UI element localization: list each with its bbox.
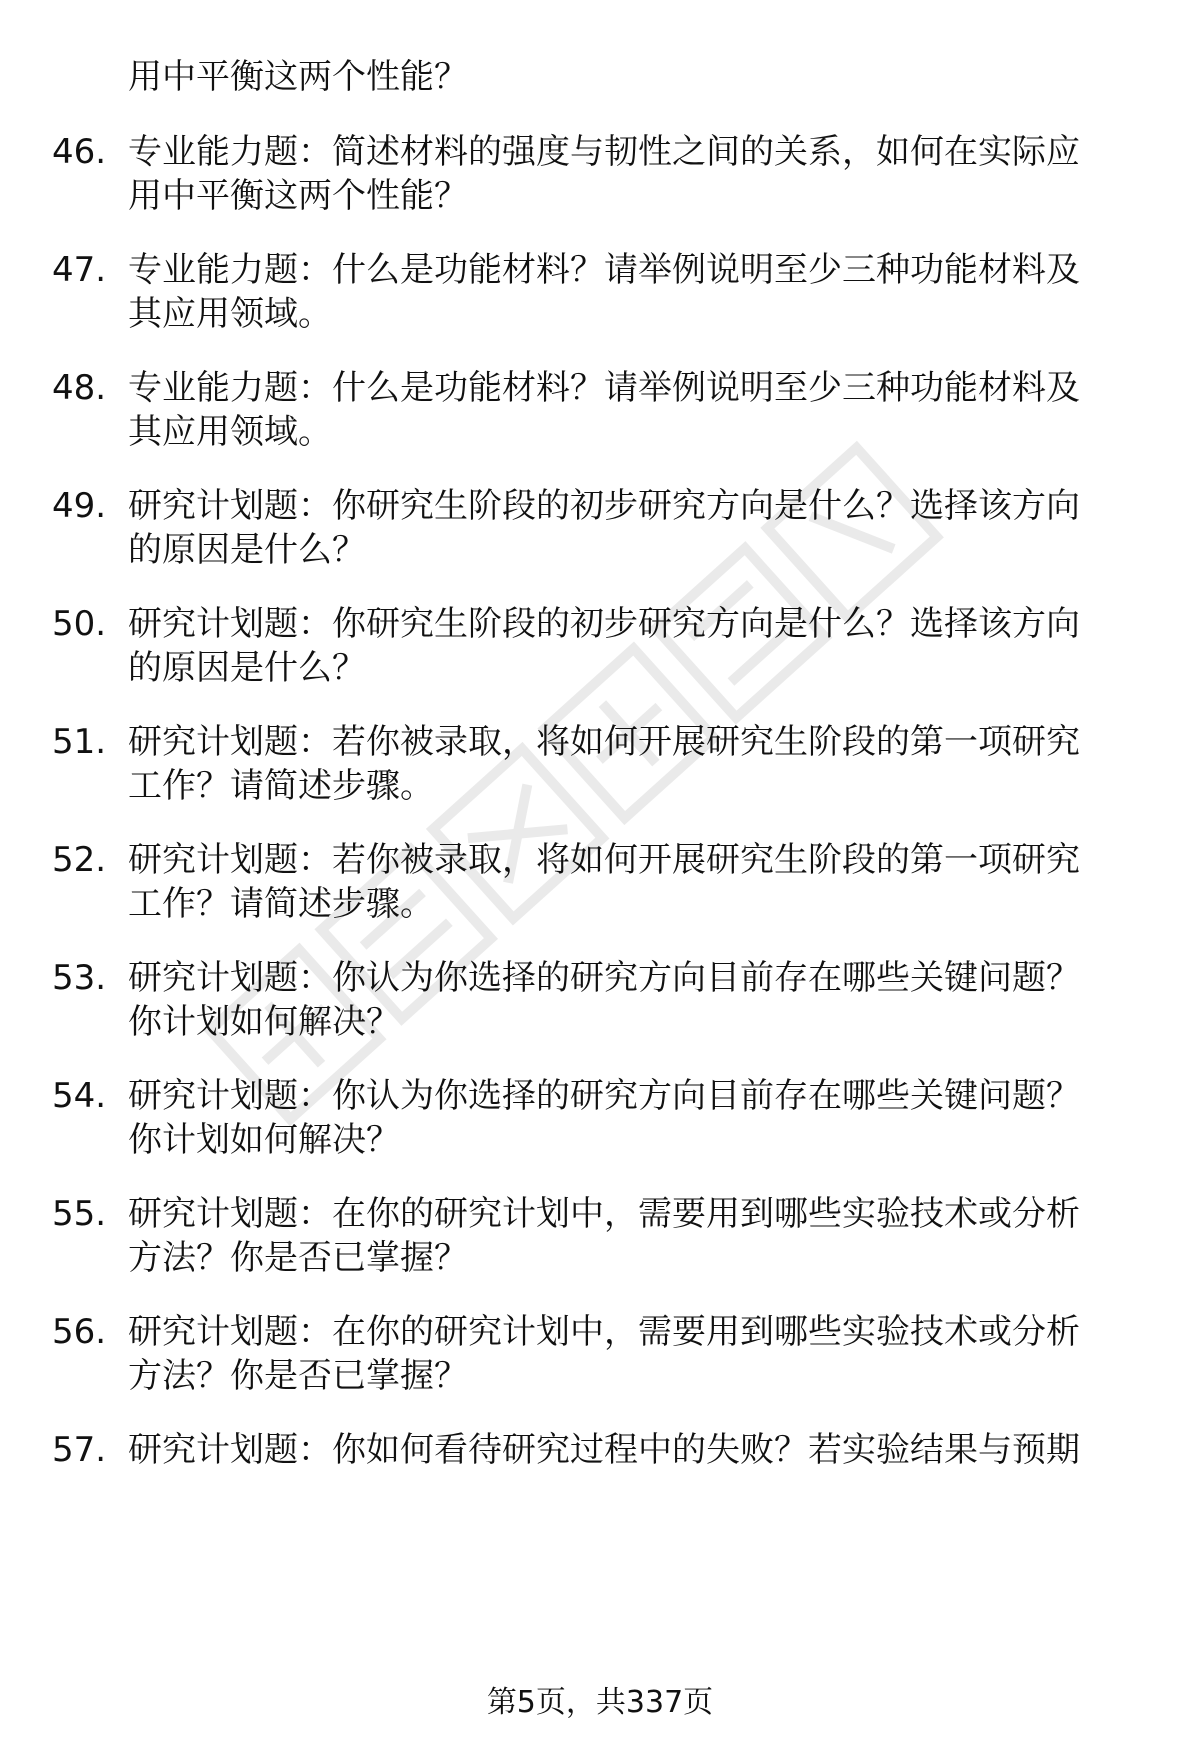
question-text-line2: 用中平衡这两个性能？	[128, 176, 468, 216]
continuation-text: 用中平衡这两个性能？	[128, 57, 468, 97]
question-number: 57.	[52, 1430, 107, 1470]
page-footer: 第5页，共337页	[486, 1685, 714, 1720]
question-text-line2: 其应用领域。	[128, 412, 332, 452]
question-number: 54.	[52, 1076, 107, 1116]
question-number: 55.	[52, 1194, 107, 1234]
question-text-line1: 研究计划题：你研究生阶段的初步研究方向是什么？选择该方向	[128, 604, 1080, 644]
question-text-line1: 专业能力题：简述材料的强度与韧性之间的关系，如何在实际应	[128, 132, 1080, 172]
question-text-line1: 研究计划题：你如何看待研究过程中的失败？若实验结果与预期	[128, 1430, 1080, 1470]
question-number: 56.	[52, 1312, 107, 1352]
question-text-line1: 专业能力题：什么是功能材料？请举例说明至少三种功能材料及	[128, 250, 1080, 290]
question-text-line1: 研究计划题：你认为你选择的研究方向目前存在哪些关键问题？	[128, 1076, 1080, 1116]
question-number: 51.	[52, 722, 107, 762]
question-number: 49.	[52, 486, 107, 526]
question-text-line1: 研究计划题：在你的研究计划中，需要用到哪些实验技术或分析	[128, 1312, 1080, 1352]
question-text-line2: 你计划如何解决？	[128, 1002, 400, 1042]
question-text-line1: 研究计划题：若你被录取，将如何开展研究生阶段的第一项研究	[128, 840, 1080, 880]
question-text-line1: 研究计划题：在你的研究计划中，需要用到哪些实验技术或分析	[128, 1194, 1080, 1234]
question-text-line1: 研究计划题：若你被录取，将如何开展研究生阶段的第一项研究	[128, 722, 1080, 762]
question-number: 52.	[52, 840, 107, 880]
question-text-line2: 的原因是什么？	[128, 530, 366, 570]
question-number: 48.	[52, 368, 107, 408]
question-text-line2: 其应用领域。	[128, 294, 332, 334]
question-text-line2: 的原因是什么？	[128, 648, 366, 688]
question-text-line2: 工作？请简述步骤。	[128, 884, 434, 924]
question-number: 47.	[52, 250, 107, 290]
question-number: 53.	[52, 958, 107, 998]
question-text-line1: 研究计划题：你认为你选择的研究方向目前存在哪些关键问题？	[128, 958, 1080, 998]
question-text-line2: 方法？你是否已掌握？	[128, 1238, 468, 1278]
question-number: 50.	[52, 604, 107, 644]
question-text-line1: 研究计划题：你研究生阶段的初步研究方向是什么？选择该方向	[128, 486, 1080, 526]
question-text-line2: 工作？请简述步骤。	[128, 766, 434, 806]
question-text-line2: 你计划如何解决？	[128, 1120, 400, 1160]
question-text-line2: 方法？你是否已掌握？	[128, 1356, 468, 1396]
question-text-line1: 专业能力题：什么是功能材料？请举例说明至少三种功能材料及	[128, 368, 1080, 408]
question-number: 46.	[52, 132, 107, 172]
